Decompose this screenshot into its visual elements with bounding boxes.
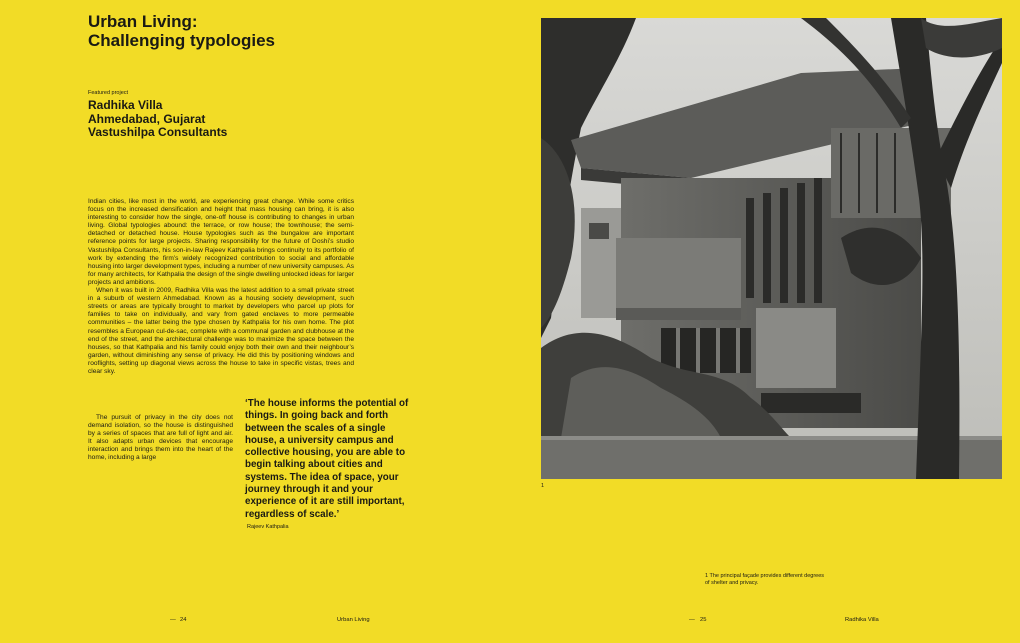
- running-head-left: Urban Living: [337, 617, 370, 623]
- project-location: Ahmedabad, Gujarat: [88, 111, 206, 126]
- project-heading: [88, 99, 227, 140]
- figure-number: 1: [541, 483, 545, 489]
- pull-quote: ‘The house informs the potential of things. In going back and forth between the scales of a single house, a university campus and collective housing, you are able to begin talking about cities and systems. The idea of space, your journey through it and your experience of it are still important, regardless of scale.’: [245, 398, 409, 520]
- folio-left-dash: —: [170, 617, 176, 623]
- page-number-right: 25: [700, 617, 707, 623]
- page-title: [88, 12, 388, 50]
- body-paragraph-1: Indian cities, like most in the world, are experiencing great change. While some critics focus on the increased densification and height that mass housing can bring, it is also interesting to consider how the single, one-off house is contributing to changes in urban living. Global typologies abound: the terrace, or row house; the townhouse; the semi-detached or detached house. House typologies such as the bungalow are important reference points for large projects. Sharing responsibility for the future of Doshi’s studio Vastushilpa Consultants, his son-in-law Rajeev Kathpalia brings continuity to its portfolio of work by extending the firm’s widely recognized contribution to social and affordable housing into larger development types, including a number of new university campuses. As for many architects, for Kathpalia the design of the single dwelling unlocked ideas for larger projects and ambitions.: [88, 198, 354, 286]
- body-text-main: [88, 198, 354, 376]
- project-name: Radhika Villa: [88, 98, 163, 112]
- folio-right-dash: —: [689, 617, 695, 623]
- project-architect: Vastushilpa Consultants: [88, 125, 228, 139]
- body-paragraph-3: The pursuit of privacy in the city does not demand isolation, so the house is distinguished by a series of spaces that are full of light and air. It also adapts urban devices that encourage interaction and brings them into the heart of the home, including a large: [88, 414, 233, 462]
- quote-author: Rajeev Kathpalia: [247, 524, 289, 530]
- page-number-left: 24: [180, 617, 187, 623]
- featured-project-label: Featured project: [88, 90, 129, 96]
- title-line-2: Challenging typologies: [88, 31, 276, 50]
- house-facade-photo: [541, 18, 1002, 479]
- running-head-right: Radhika Villa: [845, 617, 879, 623]
- body-paragraph-2: When it was built in 2009, Radhika Villa was the latest addition to a small private street in a suburb of western Ahmedabad. Known as a housing society development, such streets or areas are typically brought to market by developers who parcel up plots for families to take on individually, and vary from gated enclaves to more permeable communities – the latter being the type chosen by Kathpalia for his own home. The plot resembles a European cul-de-sac, complete with a communal garden and clubhouse at the end of the street, and the architectural challenge was to maximize the space between the houses, so that Kathpalia and his family could enjoy both their own and their neighbour’s garden, without diminishing any sense of privacy. He did this by positioning windows and rooflights, setting up diagonal views across the house to take in specific vistas, trees and clear sky.: [88, 287, 354, 375]
- figure-caption: 1 The principal façade provides different degrees of shelter and privacy.: [705, 573, 825, 586]
- body-text-narrow: [88, 414, 233, 463]
- title-line-1: Urban Living:: [88, 12, 198, 31]
